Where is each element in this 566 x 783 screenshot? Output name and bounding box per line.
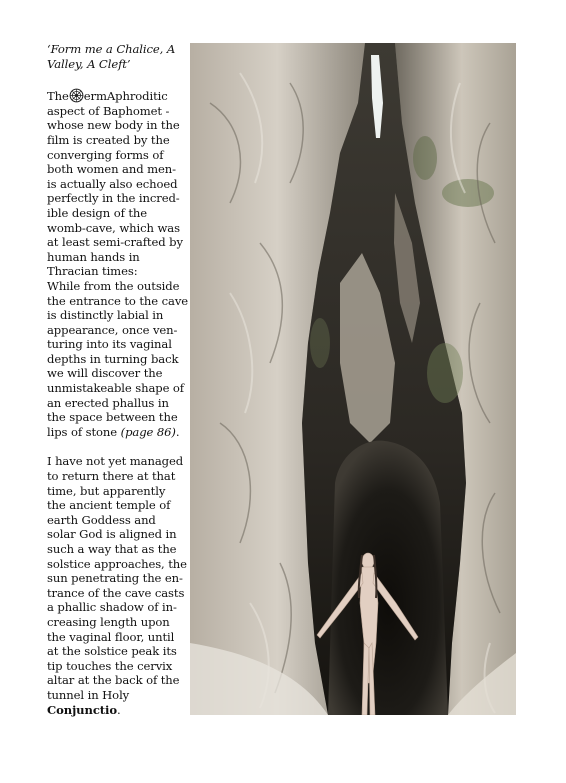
paragraph-line: appearance, once ven-: [47, 322, 178, 337]
page-reference: (page 86): [120, 424, 176, 439]
paragraph-line: perfectly in the incred-: [47, 191, 180, 206]
paragraph-line: is actually also echoed: [47, 176, 178, 191]
paragraph-line: such a way that as the: [47, 542, 177, 556]
paragraph-line: aspect of Baphomet -: [47, 103, 170, 118]
paragraph-line: whose new body in the: [47, 118, 180, 133]
paragraph-two: [47, 454, 187, 717]
paragraph-line: [47, 88, 182, 104]
heading-line: Valley, A Cleft’: [47, 56, 131, 71]
hermaphroditic-word: ermAphroditic: [83, 89, 168, 104]
paragraph-line: the entrance to the cave: [47, 293, 189, 308]
paragraph-line: depths in turning back: [47, 351, 179, 366]
paragraph-line: solar God is aligned in: [47, 527, 177, 542]
paragraph-line: ible design of the: [47, 205, 148, 220]
paragraph-line: time, but apparently: [47, 483, 166, 498]
paragraph-line: creasing length upon: [47, 614, 170, 629]
paragraph-line: converging forms of: [47, 147, 164, 162]
paragraph-line: the vaginal floor, until: [47, 629, 175, 644]
paragraph-line: [47, 425, 182, 440]
cave-photo-illustration: [190, 43, 516, 715]
baphomet-sigil-icon: [69, 88, 84, 103]
paragraph-line: we will discover the: [47, 366, 163, 381]
paragraph-line: turing into its vaginal: [47, 337, 172, 352]
paragraph-line: solstice approaches, the: [47, 556, 187, 571]
paragraph-line: the ancient temple of: [47, 498, 171, 513]
paragraph-line: Thracian times:: [47, 264, 138, 279]
text-column: [47, 42, 189, 717]
paragraph-line: to return there at that: [47, 469, 176, 484]
paragraph-line: trance of the cave casts: [47, 585, 185, 600]
paragraph-line: womb-cave, which was: [47, 220, 180, 235]
paragraph-line: is distinctly labial in: [47, 308, 164, 323]
paragraph-line: an erected phallus in: [47, 395, 169, 410]
word-the: The: [47, 89, 69, 104]
line-text: .: [175, 424, 180, 439]
paragraph-line: at the solstice peak its: [47, 644, 177, 659]
paragraph-line: earth Goddess and: [47, 512, 156, 527]
paragraph-line: While from the outside: [47, 278, 180, 293]
paragraph-line: sun penetrating the en-: [47, 571, 183, 586]
line-text: lips of stone: [47, 424, 121, 439]
paragraph-line: both women and men-: [47, 162, 176, 177]
paragraph-line: human hands in: [47, 249, 140, 264]
line-text: .: [117, 702, 121, 717]
paragraph-one: [47, 88, 189, 439]
heading-line: ‘Form me a Chalice, A: [47, 42, 176, 56]
conjunctio-word: Conjunctio: [47, 702, 117, 717]
cave-photo: [190, 43, 516, 715]
paragraph-line: tip touches the cervix: [47, 658, 173, 673]
paragraph-line: film is created by the: [47, 132, 170, 147]
section-heading: [47, 42, 182, 71]
paragraph-line: tunnel in Holy: [47, 687, 130, 702]
paragraph-line: the space between the: [47, 410, 178, 425]
paragraph-line: [47, 703, 182, 718]
paragraph-line: a phallic shadow of in-: [47, 600, 177, 615]
paragraph-line: unmistakeable shape of: [47, 381, 184, 396]
paragraph-line: altar at the back of the: [47, 673, 180, 688]
paragraph-line: I have not yet managed: [47, 454, 184, 469]
paragraph-line: at least semi-crafted by: [47, 235, 183, 250]
